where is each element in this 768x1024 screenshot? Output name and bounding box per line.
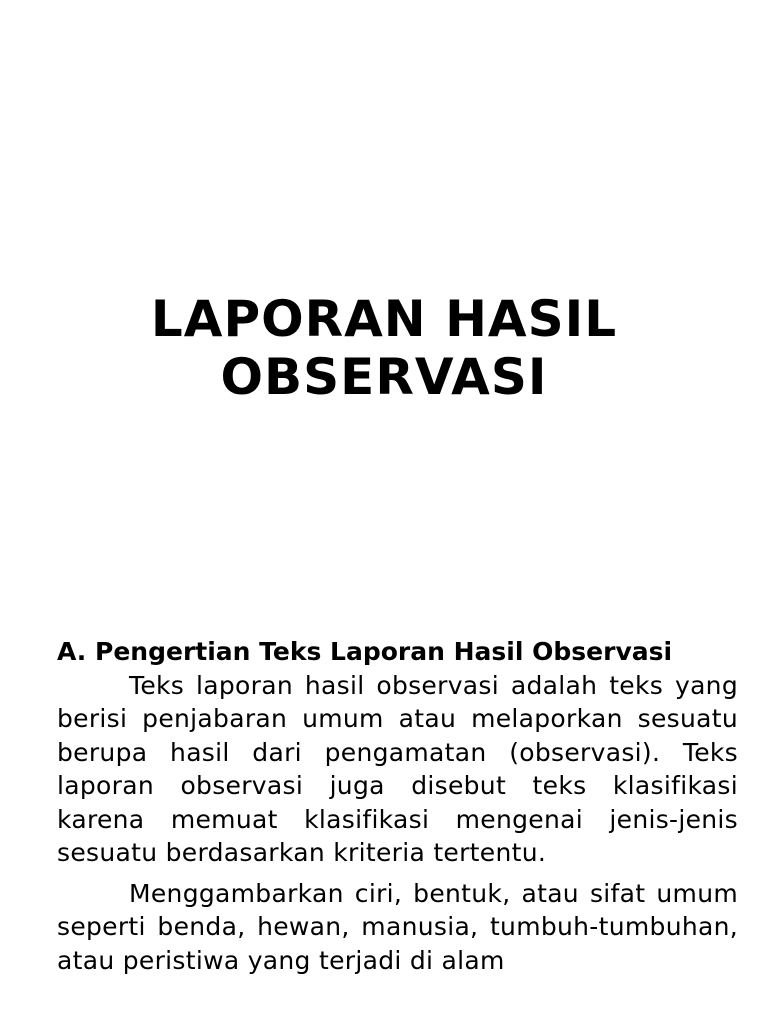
title-line-2: OBSERVASI <box>220 347 548 406</box>
section-a <box>57 635 738 977</box>
section-heading: A. Pengertian Teks Laporan Hasil Observasi <box>57 637 673 666</box>
title-line-1: LAPORAN HASIL <box>150 289 618 348</box>
document-title <box>0 290 768 406</box>
paragraph-description: Menggambarkan ciri, bentuk, atau sifat umum seperti benda, hewan, manusia, tumbuh-tumbuhan, atau peristiwa yang terjadi di alam <box>57 878 738 975</box>
paragraph-definition: Teks laporan hasil observasi adalah teks yang berisi penjabaran umum atau melaporkan sesuatu berupa hasil dari pengamatan (observasi). Teks laporan observasi juga disebut teks klasifikasi karena memuat klasifikasi mengenai jenis-jenis sesuatu berdasarkan kriteria tertentu. <box>57 670 738 867</box>
